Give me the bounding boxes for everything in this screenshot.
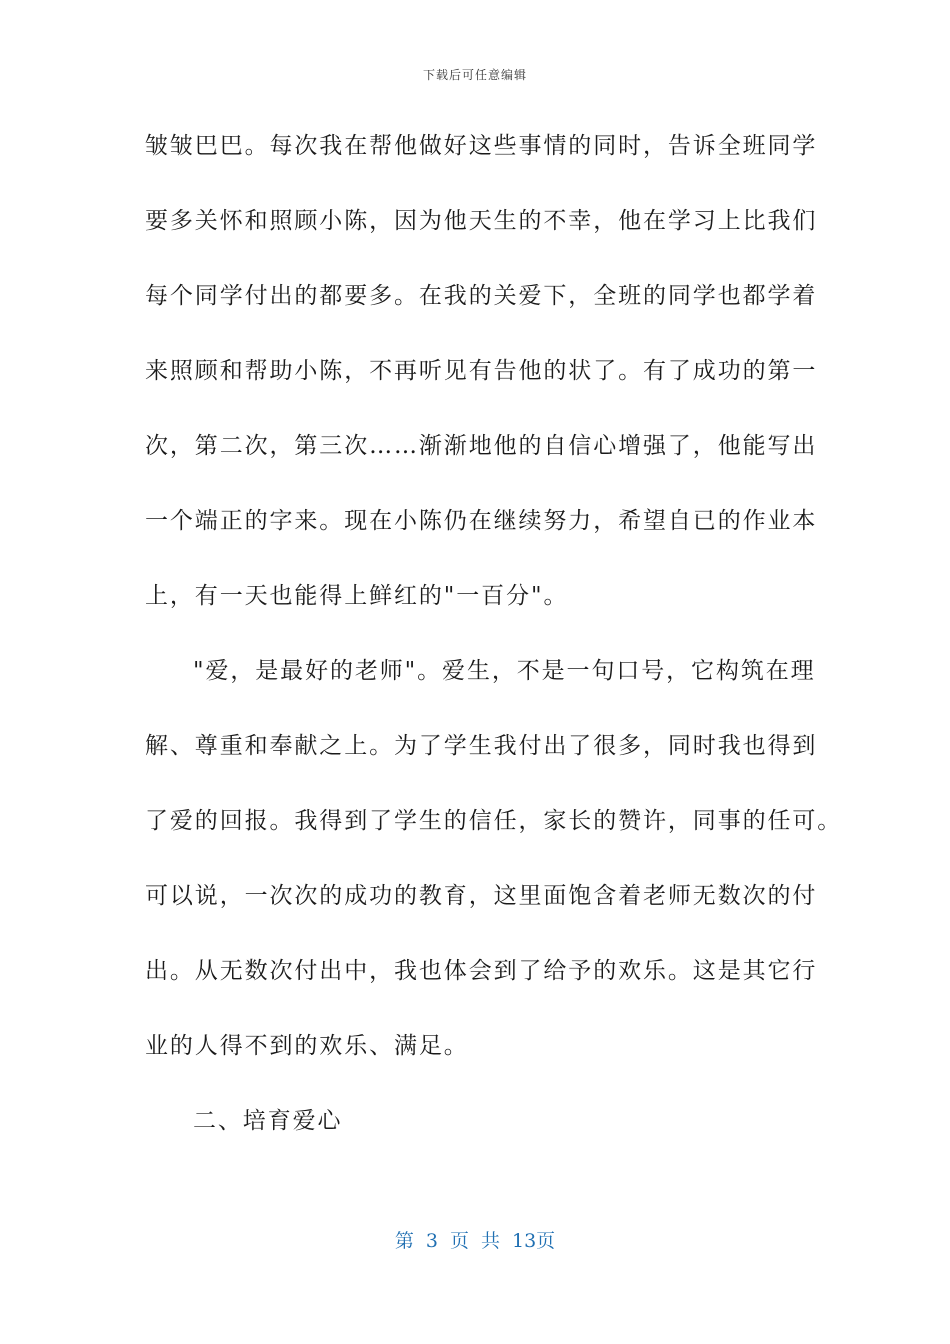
body-line: 了爱的回报。我得到了学生的信任，家长的赞许，同事的任可。 [145, 808, 843, 834]
body-line: 可以说，一次次的成功的教育，这里面饱含着老师无数次的付 [145, 883, 818, 909]
footer-prefix: 第 [394, 1230, 414, 1252]
body-line: 一个端正的字来。现在小陈仍在继续努力，希望自已的作业本 [145, 508, 818, 534]
body-line: 出。从无数次付出中，我也体会到了给予的欢乐。这是其它行 [145, 958, 818, 984]
page-number-footer [0, 1226, 950, 1253]
paragraph-first-line: "爱，是最好的老师"。爱生，不是一句口号，它构筑在理 [193, 658, 816, 684]
body-line: 要多关怀和照顾小陈，因为他天生的不幸，他在学习上比我们 [145, 208, 818, 234]
body-line: 皱皱巴巴。每次我在帮他做好这些事情的同时，告诉全班同学 [145, 133, 818, 159]
footer-mid: 页 共 [449, 1230, 500, 1252]
section-heading: 二、培育爱心 [193, 1108, 343, 1134]
total-pages: 13页 [511, 1230, 556, 1252]
current-page-number: 3 [425, 1230, 438, 1252]
header-note: 下载后可任意编辑 [422, 68, 527, 82]
body-line: 来照顾和帮助小陈，不再听见有告他的状了。有了成功的第一 [145, 358, 818, 384]
body-line: 业的人得不到的欢乐、满足。 [145, 1033, 469, 1059]
body-line: 上，有一天也能得上鲜红的"一百分"。 [145, 583, 569, 609]
body-line: 每个同学付出的都要多。在我的关爱下，全班的同学也都学着 [145, 283, 818, 309]
body-line: 解、尊重和奉献之上。为了学生我付出了很多，同时我也得到 [145, 733, 818, 759]
body-line: 次，第二次，第三次……渐渐地他的自信心增强了，他能写出 [145, 433, 818, 459]
